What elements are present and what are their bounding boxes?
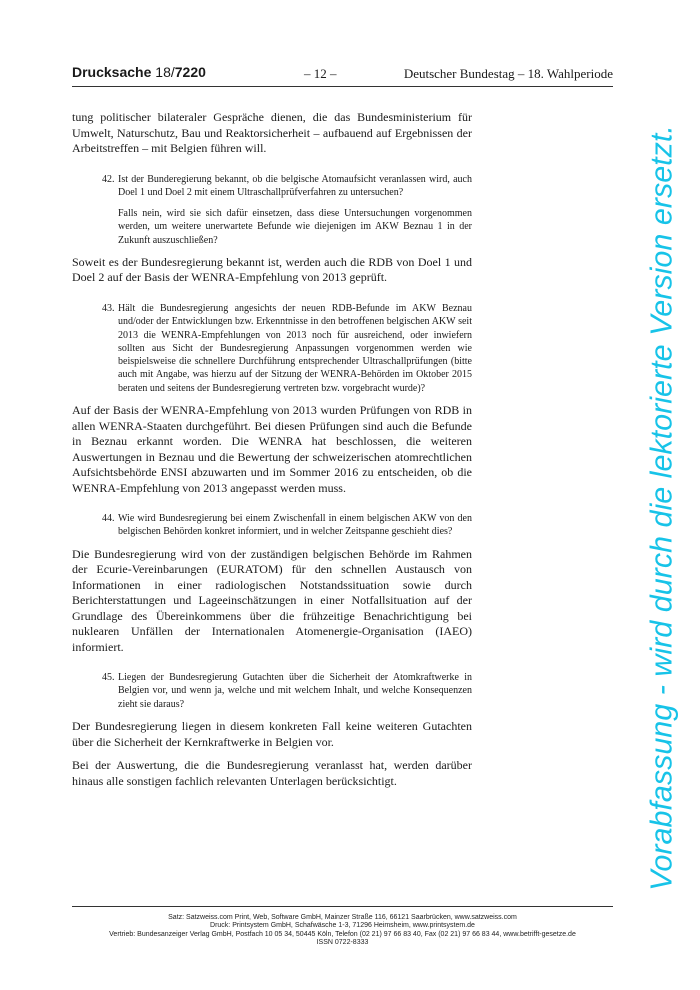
document-label xyxy=(72,64,206,80)
answer-paragraph: Die Bundesregierung wird von der zuständigen belgischen Behörde im Rahmen der Ecurie-Vereinbarungen (EURATOM) für den schnellen Austausch von Informationen in einer radiologischen Notstandssituation sowie durch Berichterstattungen und Lageeinschätzungen in einer Notfallsituation auf der Grundlage des Übereinkommens über die frühzeitige Benachrichtigung bei nuklearen Unfällen der Internationalen Atomenergie-Organisation (IAEO) informiert. xyxy=(72,546,472,654)
answer-paragraph: Der Bundesregierung liegen in diesem konkreten Fall keine weiteren Gutachten über die Sicherheit der Kernkraftwerke in Belgien vor. xyxy=(72,719,472,749)
footer-printing: Druck: Printsystem GmbH, Schafwäsche 1-3, 71296 Heimsheim, www.printsystem.de xyxy=(210,922,475,930)
footer-typesetting: Satz: Satzweiss.com Print, Web, Software GmbH, Mainzer Straße 116, 66121 Saarbrücken, www.satzweiss.com xyxy=(168,914,517,921)
answer-paragraph: Soweit es der Bundesregierung bekannt ist, werden auch die RDB von Doel 1 und Doel 2 auf der Basis der WENRA-Empfehlung von 2013 geprüft. xyxy=(72,254,472,285)
draft-notice-text: Vorabfassung - wird durch die lektorierte Version ersetzt. xyxy=(644,125,679,891)
footer-issn: ISSN 0722-8333 xyxy=(316,939,369,947)
footer-divider xyxy=(72,906,613,907)
question-number: 42. xyxy=(102,173,115,185)
draft-notice xyxy=(640,104,684,912)
question-number: 44. xyxy=(102,513,115,525)
doc-label: Drucksache xyxy=(72,64,152,80)
intro-paragraph: tung politischer bilateraler Gespräche dienen, die das Bundesministerium für Umwelt, Naturschutz, Bau und Reaktorsicherheit – aufbauend auf Ergebnissen der Arbeitstreffen – mit Belgien führen will. xyxy=(72,110,472,155)
answer-paragraph: Bei der Auswertung, die die Bundesregierung veranlasst hat, werden darüber hinaus alle sonstigen fachlich relevanten Unterlagen berücksichtigt. xyxy=(72,758,472,788)
question-text: Wie wird Bundesregierung bei einem Zwischenfall in einem belgischen AKW von den belgischen Behörden konkret informiert, und in welcher Zeitspanne geschieht dies? xyxy=(118,513,472,538)
question-block xyxy=(72,173,472,247)
document-body xyxy=(72,110,472,797)
question-block xyxy=(72,512,472,539)
question-number: 45. xyxy=(102,672,115,684)
question-block xyxy=(72,671,472,711)
doc-number-prefix: 18/ xyxy=(155,64,175,80)
doc-number: 7220 xyxy=(174,64,206,80)
page-header xyxy=(72,64,613,87)
question-list xyxy=(72,173,472,790)
page-footer xyxy=(72,914,613,948)
question-text: Liegen der Bundesregierung Gutachten über die Sicherheit der Atomkraftwerke in Belgien vor, und wenn ja, welche und mit welchem Inhalt, und welche Konsequenzen zieht sie daraus? xyxy=(118,672,472,710)
question-text: Hält die Bundesregierung angesichts der neuen RDB-Befunde im AKW Beznau und/oder der Entwicklungen bzw. Erkenntnisse in den betroffenen belgischen AKW seit 2013 die WENRA-Empfehlungen von 2013 noch für ausreichend, oder inwiefern sollten aus Sicht der Bundesregierung Anpassungen vorgenommen werden wie beispielsweise die schnellere Durchführung entsprechender Ultraschallprüfungen (bitte auch mit Angabe, was hierzu auf der Sitzung der WENRA-Behörden im Oktober 2015 beraten und seitens der Bundesregierung vertreten bzw. vorgebracht wurde)? xyxy=(118,302,472,394)
page-number: – 12 – xyxy=(304,66,337,81)
footer-distribution: Vertrieb: Bundesanzeiger Verlag GmbH, Postfach 10 05 34, 50445 Köln, Telefon (02 21) 97 66 83 40, Fax (02 21) 97 66 83 44, www.betrifft-gesetze.de xyxy=(109,930,576,938)
answer-paragraph: Auf der Basis der WENRA-Empfehlung von 2013 wurden Prüfungen von RDB in allen WENRA-Staaten durchgeführt. Bei diesen Prüfungen sind auch die Befunde in Beznau erkannt worden. Die WENRA hat beschlossen, die weiteren Auswertungen in Beznau und die Bewertung der schweizerischen atomrechtlichen Aufsichtsbehörde ENSI abzuwarten und im Sommer 2016 zu entscheiden, ob die WENRA-Empfehlung von 2013 angepasst werden muss. xyxy=(72,403,472,495)
question-text: Ist der Bunderegierung bekannt, ob die belgische Atomaufsicht veranlassen wird, auch Doel 1 und Doel 2 mit einem Ultraschallprüfverfahren zu untersuchen? xyxy=(118,173,472,198)
question-block xyxy=(72,302,472,395)
issuer-label: Deutscher Bundestag – 18. Wahlperiode xyxy=(403,66,613,81)
question-followup: Falls nein, wird sie sich dafür einsetzen, dass diese Untersuchungen vorgenommen werden, um weitere unerwartete Befunde wie diejenigen im AKW Beznau 1 in der Zukunft auszuschließen? xyxy=(118,208,472,246)
question-number: 43. xyxy=(102,302,115,314)
